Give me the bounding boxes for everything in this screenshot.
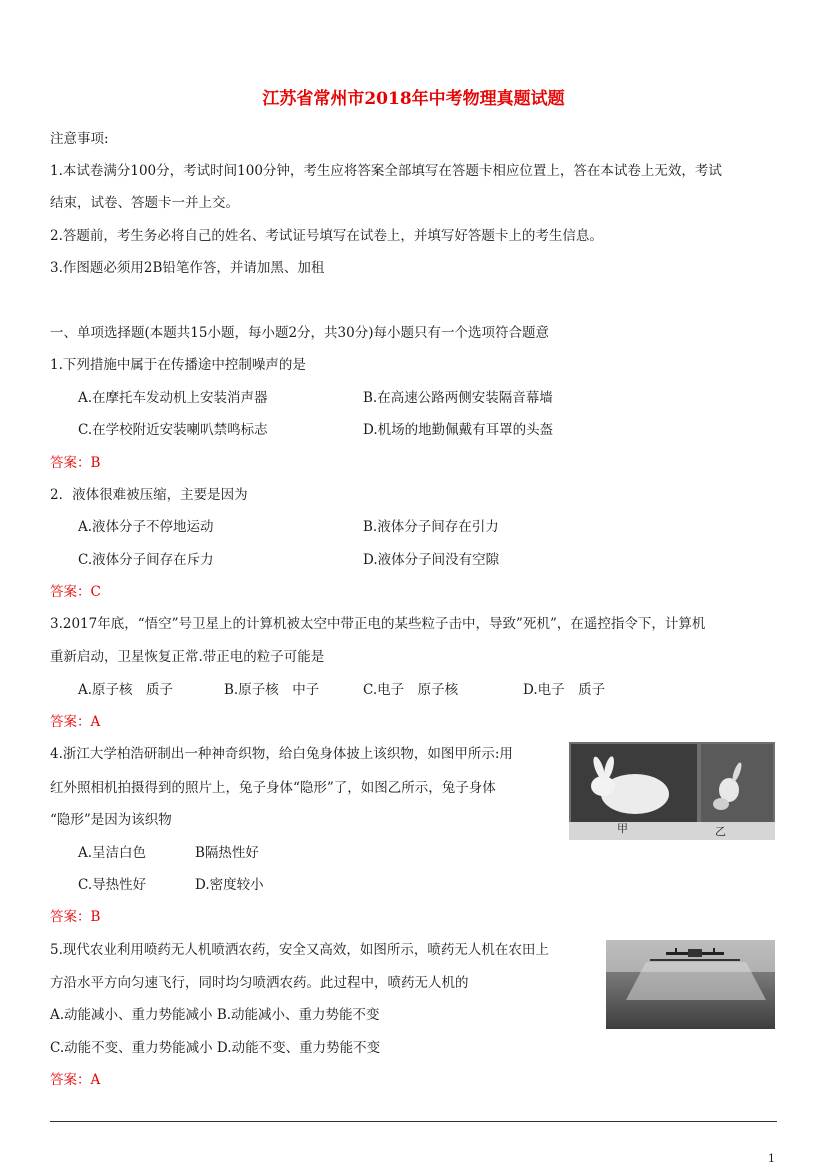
notice-item-2: 2.答题前，考生务必将自己的姓名、考试证号填写在试卷上，并填写好答题卡上的考生信息。: [50, 228, 603, 244]
question-5-stem-line-2: 方沿水平方向匀速飞行，同时均匀喷洒农药。此过程中，喷药无人机的: [50, 975, 469, 991]
question-4-stem-line-3: “隐形”是因为该织物: [50, 812, 172, 828]
question-1-stem: 1.下列措施中属于在传播途中控制噪声的是: [50, 357, 306, 373]
page-title: 江苏省常州市2018年中考物理真题试题: [262, 89, 565, 109]
page-number: 1: [768, 1152, 775, 1165]
question-2-answer: 答案：C: [50, 584, 101, 600]
question-2-option-d: D.液体分子间没有空隙: [363, 552, 500, 568]
question-3-option-d: D.电子 质子: [523, 682, 606, 698]
notice-heading: 注意事项:: [50, 131, 109, 147]
question-2-option-c: C.液体分子间存在斥力: [78, 552, 214, 568]
question-3-stem-line-2: 重新启动，卫星恢复正常.带正电的粒子可能是: [50, 649, 325, 665]
question-4-option-b: B隔热性好: [195, 845, 259, 861]
question-5-stem-line-1: 5.现代农业利用喷药无人机喷洒农药，安全又高效，如图所示，喷药无人机在农田上: [50, 942, 549, 958]
question-5-options-line-1: A.动能减小、重力势能减小 B.动能减小、重力势能不变: [50, 1007, 380, 1023]
question-5-answer: 答案：A: [50, 1072, 101, 1088]
question-1-option-d: D.机场的地勤佩戴有耳罩的头盔: [363, 422, 554, 438]
question-4-option-d: D.密度较小: [195, 877, 264, 893]
question-3-option-c: C.电子 原子核: [363, 682, 459, 698]
question-1-option-a: A.在摩托车发动机上安装消声器: [78, 390, 268, 406]
figure-label-yi: 乙: [715, 825, 726, 838]
rabbit-figure-drawing: [569, 742, 775, 840]
figure-label-jia: 甲: [617, 822, 628, 835]
notice-item-1-line-1: 1.本试卷满分100分，考试时间100分钟，考生应将答案全部填写在答题卡相应位置上，答在本试卷上无效，考试: [50, 163, 722, 179]
question-4-answer: 答案：B: [50, 909, 101, 925]
question-4-option-a: A.呈洁白色: [78, 845, 147, 861]
footer-divider: [50, 1121, 777, 1122]
question-1-answer: 答案：B: [50, 455, 101, 471]
question-3-answer: 答案：A: [50, 714, 101, 730]
question-3-option-a: A.原子核 质子: [78, 682, 174, 698]
question-3-option-b: B.原子核 中子: [224, 682, 320, 698]
section-heading: 一、单项选择题(本题共15小题，每小题2分，共30分)每小题只有一个选项符合题意: [50, 325, 549, 341]
question-2-stem: 2．液体很难被压缩，主要是因为: [50, 487, 248, 503]
question-1-option-b: B.在高速公路两侧安装隔音幕墙: [363, 390, 553, 406]
question-4-option-c: C.导热性好: [78, 877, 147, 893]
question-2-option-b: B.液体分子间存在引力: [363, 519, 499, 535]
drone-photo: [606, 940, 775, 1029]
question-4-stem-line-2: 红外照相机拍摄得到的照片上，兔子身体“隐形”了，如图乙所示，兔子身体: [50, 780, 496, 796]
notice-item-3: 3.作图题必须用2B铅笔作答，并请加黑、加租: [50, 260, 325, 276]
question-5-options-line-2: C.动能不变、重力势能减小 D.动能不变、重力势能不变: [50, 1040, 381, 1056]
question-2-option-a: A.液体分子不停地运动: [78, 519, 214, 535]
question-1-option-c: C.在学校附近安装喇叭禁鸣标志: [78, 422, 268, 438]
question-4-stem-line-1: 4.浙江大学柏浩研制出一种神奇织物，给白兔身体披上该织物，如图甲所示:用: [50, 746, 513, 762]
question-3-stem-line-1: 3.2017年底，“悟空”号卫星上的计算机被太空中带正电的某些粒子击中，导致”死机”，在遥控指令下，计算机: [50, 616, 706, 632]
rabbit-figure: [569, 742, 775, 840]
drone-photo-drawing: [606, 940, 775, 1029]
notice-item-1-line-2: 结束，试卷、答题卡一并上交。: [50, 195, 239, 211]
